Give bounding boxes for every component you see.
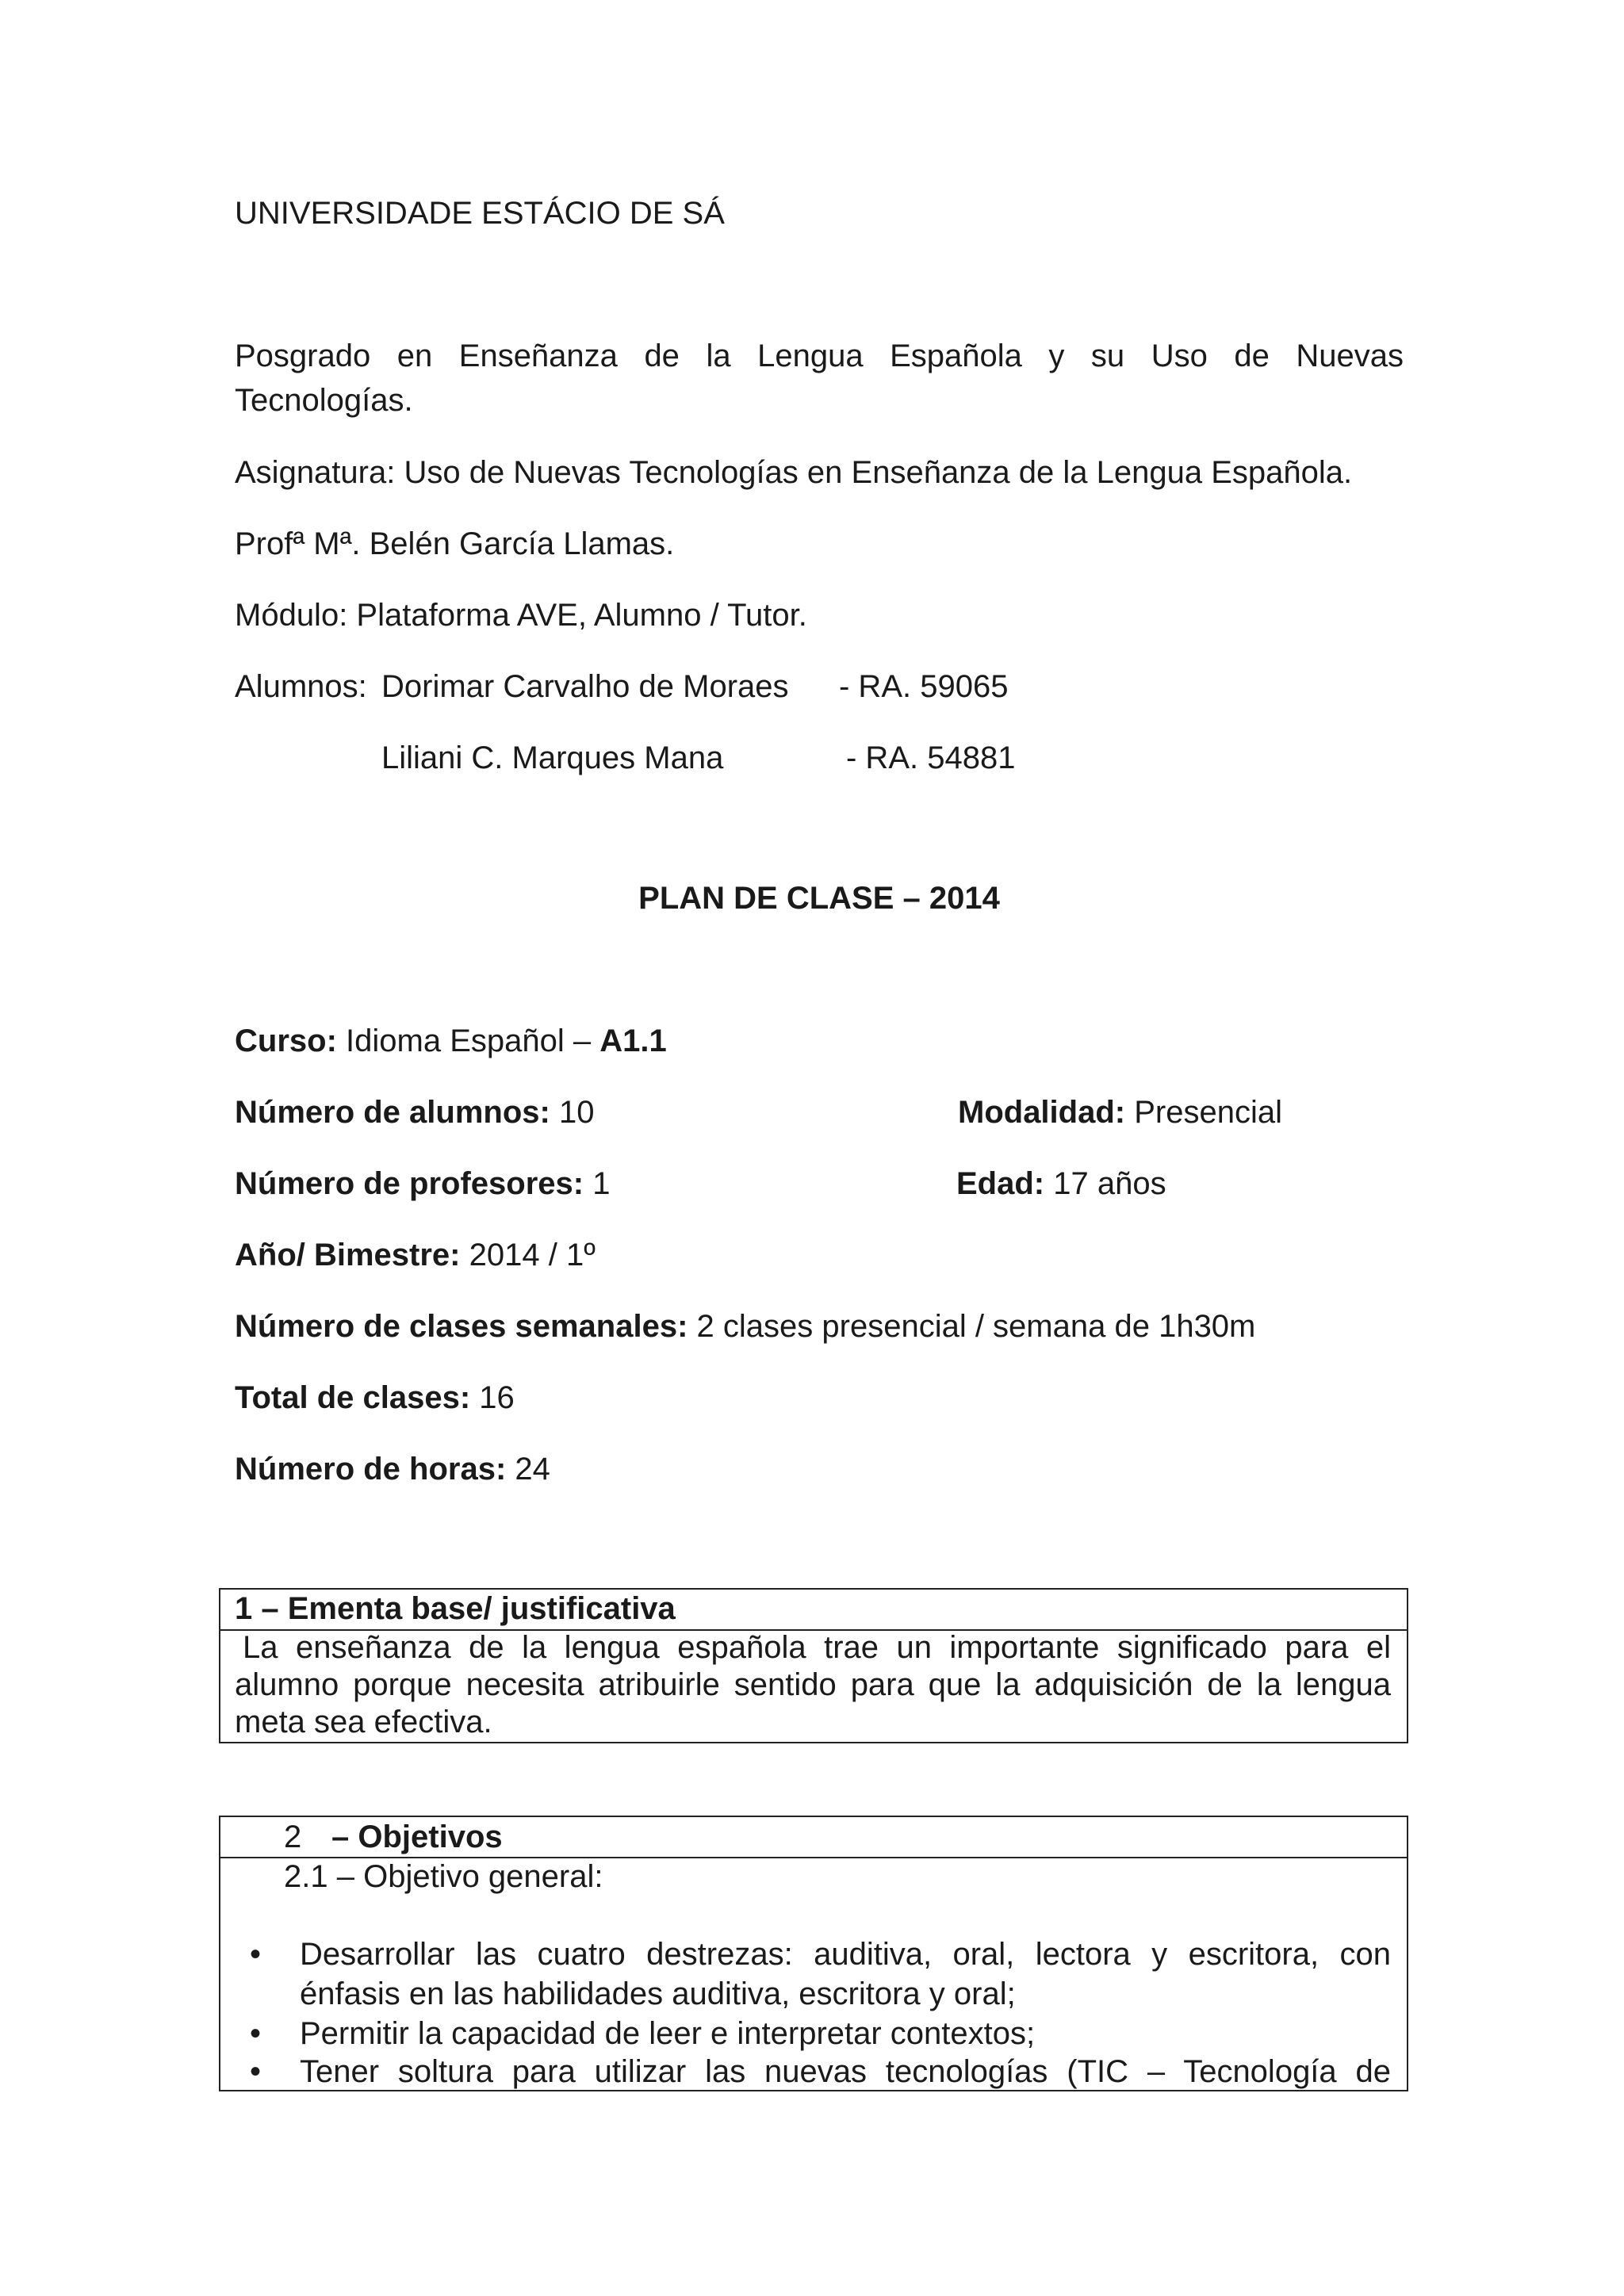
objective-line: Tener soltura para utilizar las nuevas tecnologías (TIC – Tecnología de bbox=[300, 2054, 1391, 2089]
section-1-line-3: meta sea efectiva. bbox=[235, 1705, 492, 1739]
posgrado-line-2: Tecnologías. bbox=[235, 383, 413, 418]
section-1-line-1: La enseñanza de la lengua española trae un importante significado para el bbox=[243, 1630, 1391, 1665]
curso-level: A1.1 bbox=[599, 1024, 667, 1058]
objective-line: énfasis en las habilidades auditiva, escritora y oral; bbox=[300, 1976, 1016, 2011]
posgrado-line-1: Posgrado en Enseñanza de la Lengua Española y su Uso de Nuevas bbox=[235, 339, 1404, 373]
modalidad-label: Modalidad: bbox=[958, 1095, 1126, 1130]
profesores-label: Número de profesores: bbox=[235, 1166, 584, 1201]
section-2-subtitle: 2.1 – Objetivo general: bbox=[284, 1859, 603, 1894]
horas-value: 24 bbox=[515, 1452, 550, 1487]
modalidad-line bbox=[958, 1093, 1282, 1131]
profesores-line bbox=[235, 1165, 610, 1203]
profesora-line: Profª Mª. Belén García Llamas. bbox=[235, 526, 675, 561]
semanales-label: Número de clases semanales: bbox=[235, 1309, 688, 1344]
bimestre-value: 2014 / 1º bbox=[469, 1238, 596, 1272]
edad-line bbox=[956, 1165, 1166, 1203]
total-value: 16 bbox=[479, 1380, 515, 1415]
curso-value: Idioma Español – bbox=[346, 1024, 592, 1058]
profesores-value: 1 bbox=[592, 1166, 611, 1201]
student-ra: - RA. 59065 bbox=[839, 669, 1009, 704]
bullet-icon: • bbox=[250, 1937, 262, 1972]
section-1-line-2: alumno porque necesita atribuirle sentido para que la adquisición de la lengua bbox=[235, 1667, 1391, 1702]
asignatura-line: Asignatura: Uso de Nuevas Tecnologías en Enseñanza de la Lengua Española. bbox=[235, 455, 1353, 490]
horas-label: Número de horas: bbox=[235, 1452, 507, 1487]
student-ra: - RA. 54881 bbox=[846, 740, 1016, 775]
alumnos-count-label: Número de alumnos: bbox=[235, 1095, 550, 1130]
alumnos-line bbox=[235, 1093, 594, 1131]
objective-line: Permitir la capacidad de leer e interpretar contextos; bbox=[300, 2016, 1036, 2051]
alumnos-count-value: 10 bbox=[558, 1095, 595, 1130]
modulo-line: Módulo: Plataforma AVE, Alumno / Tutor. bbox=[235, 598, 807, 633]
curso-label: Curso: bbox=[235, 1024, 337, 1058]
horas-line bbox=[235, 1450, 550, 1488]
bimestre-line bbox=[235, 1236, 596, 1274]
bimestre-label: Año/ Bimestre: bbox=[235, 1238, 461, 1272]
section-1-title: 1 – Ementa base/ justificativa bbox=[235, 1591, 676, 1626]
curso-line bbox=[235, 1022, 667, 1060]
semanales-line bbox=[235, 1307, 1255, 1345]
student-name: Dorimar Carvalho de Moraes bbox=[381, 669, 789, 704]
semanales-value: 2 clases presencial / semana de 1h30m bbox=[696, 1309, 1256, 1344]
plan-title: PLAN DE CLASE – 2014 bbox=[638, 881, 1000, 916]
alumnos-label: Alumnos: bbox=[235, 669, 367, 704]
edad-label: Edad: bbox=[956, 1166, 1045, 1201]
bullet-icon: • bbox=[250, 2016, 262, 2051]
total-label: Total de clases: bbox=[235, 1380, 471, 1415]
section-2-number: 2 bbox=[284, 1820, 302, 1854]
section-2-title: – Objetivos bbox=[331, 1820, 503, 1854]
modalidad-value: Presencial bbox=[1134, 1095, 1282, 1130]
objective-line: Desarrollar las cuatro destrezas: auditiva, oral, lectora y escritora, con bbox=[300, 1937, 1391, 1972]
university-name: UNIVERSIDADE ESTÁCIO DE SÁ bbox=[235, 196, 725, 231]
student-name: Liliani C. Marques Mana bbox=[381, 740, 724, 775]
edad-value: 17 años bbox=[1053, 1166, 1166, 1201]
total-line bbox=[235, 1379, 515, 1417]
bullet-icon: • bbox=[250, 2054, 262, 2089]
